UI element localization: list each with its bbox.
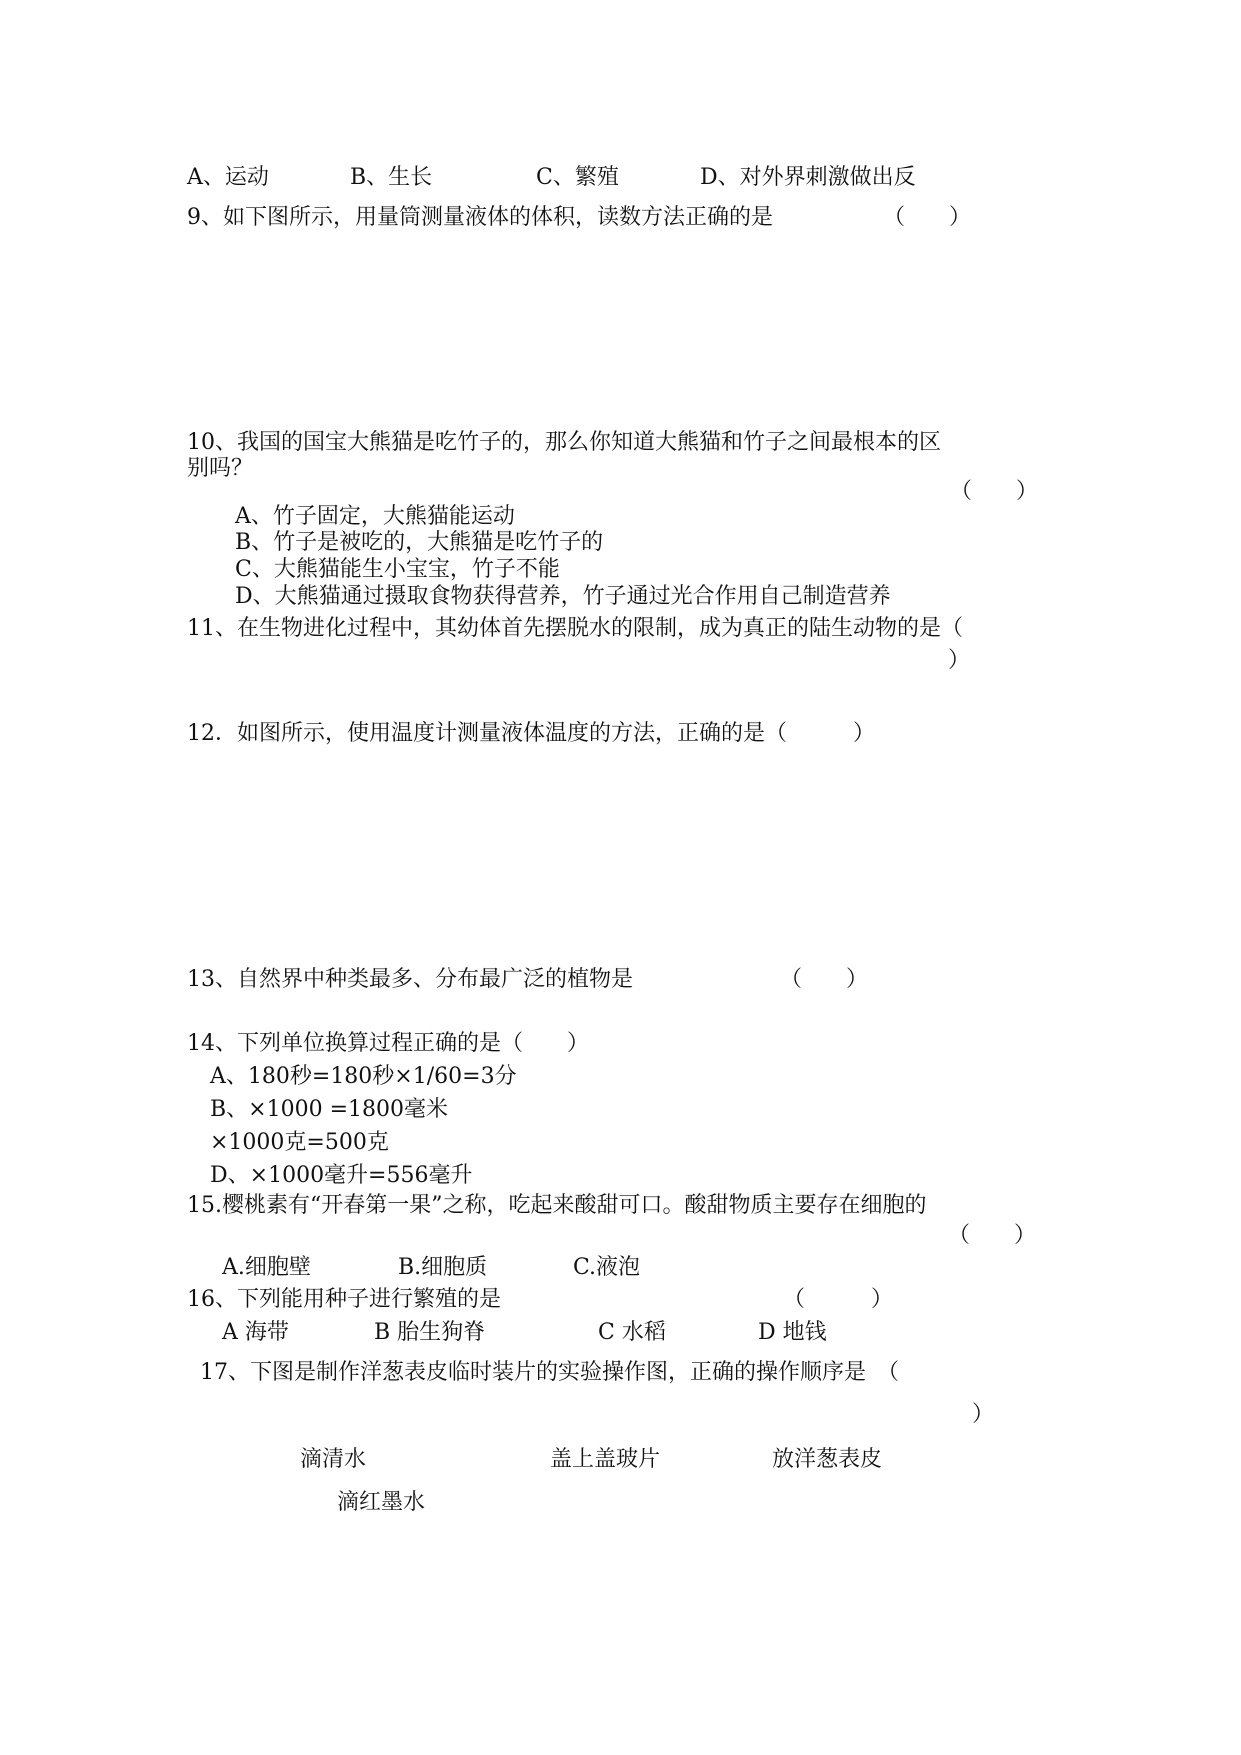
q10-answer-paren: （ ） <box>950 479 1039 504</box>
q8-option-d: D、对外界刺激做出反 <box>700 165 916 190</box>
q11-close-paren: ） <box>948 648 971 673</box>
q9-text: 9、如下图所示，用量筒测量液体的体积，读数方法正确的是 <box>187 205 773 230</box>
q8-option-b: B、生长 <box>350 165 433 190</box>
q10-option-a: A、竹子固定，大熊猫能运动 <box>235 504 515 529</box>
q9-answer-paren: （ ） <box>883 205 972 230</box>
q11-text: 11、在生物进化过程中，其幼体首先摆脱水的限制，成为真正的陆生动物的是（ <box>187 616 963 641</box>
q13-answer-paren: （ ） <box>780 967 869 992</box>
q14-option-c: ×1000克=500克 <box>210 1130 389 1155</box>
q10-option-d: D、大熊猫通过摄取食物获得营养，竹子通过光合作用自己制造营养 <box>235 584 891 609</box>
q10-option-b: B、竹子是被吃的，大熊猫是吃竹子的 <box>235 530 604 555</box>
q16-answer-paren: （ ） <box>783 1287 894 1312</box>
q15-option-c: C.液泡 <box>573 1255 641 1280</box>
q16-option-a: A 海带 <box>222 1320 289 1345</box>
q14-option-d: D、×1000毫升=556毫升 <box>210 1163 473 1188</box>
q15-text: 15.樱桃素有“开春第一果”之称，吃起来酸甜可口。酸甜物质主要存在细胞的 <box>187 1193 927 1218</box>
q17-text: 17、下图是制作洋葱表皮临时装片的实验操作图，正确的操作顺序是 （ <box>200 1360 899 1385</box>
q17-label-drop-water: 滴清水 <box>300 1447 367 1472</box>
q17-close-paren: ） <box>972 1402 995 1427</box>
q14-option-a: A、180秒=180秒×1/60=3分 <box>210 1064 517 1089</box>
q15-answer-paren: （ ） <box>948 1223 1037 1248</box>
q15-option-a: A.细胞壁 <box>222 1255 311 1280</box>
q16-option-c: C 水稻 <box>598 1320 666 1345</box>
q16-text: 16、下列能用种子进行繁殖的是 <box>187 1287 501 1312</box>
q17-label-cover-slip: 盖上盖玻片 <box>550 1447 661 1472</box>
q10-text-line1: 10、我国的国宝大熊猫是吃竹子的，那么你知道大熊猫和竹子之间最根本的区 <box>187 430 941 455</box>
q12-text: 12．如图所示，使用温度计测量液体温度的方法，正确的是（ ） <box>187 721 875 746</box>
q10-option-c: C、大熊猫能生小宝宝，竹子不能 <box>235 557 560 582</box>
q16-option-d: D 地钱 <box>758 1320 827 1345</box>
q17-label-place-onion-skin: 放洋葱表皮 <box>772 1447 883 1472</box>
q15-option-b: B.细胞质 <box>398 1255 488 1280</box>
q10-text-line2: 别吗？ <box>187 456 254 481</box>
q14-text: 14、下列单位换算过程正确的是（ ） <box>187 1031 589 1056</box>
q17-label-drop-red-ink: 滴红墨水 <box>337 1490 426 1515</box>
q14-option-b: B、×1000 =1800毫米 <box>210 1097 449 1122</box>
q16-option-b: B 胎生狗脊 <box>374 1320 486 1345</box>
q8-option-c: C、繁殖 <box>536 165 619 190</box>
q13-text: 13、自然界中种类最多、分布最广泛的植物是 <box>187 967 633 992</box>
q8-option-a: A、运动 <box>187 165 269 190</box>
